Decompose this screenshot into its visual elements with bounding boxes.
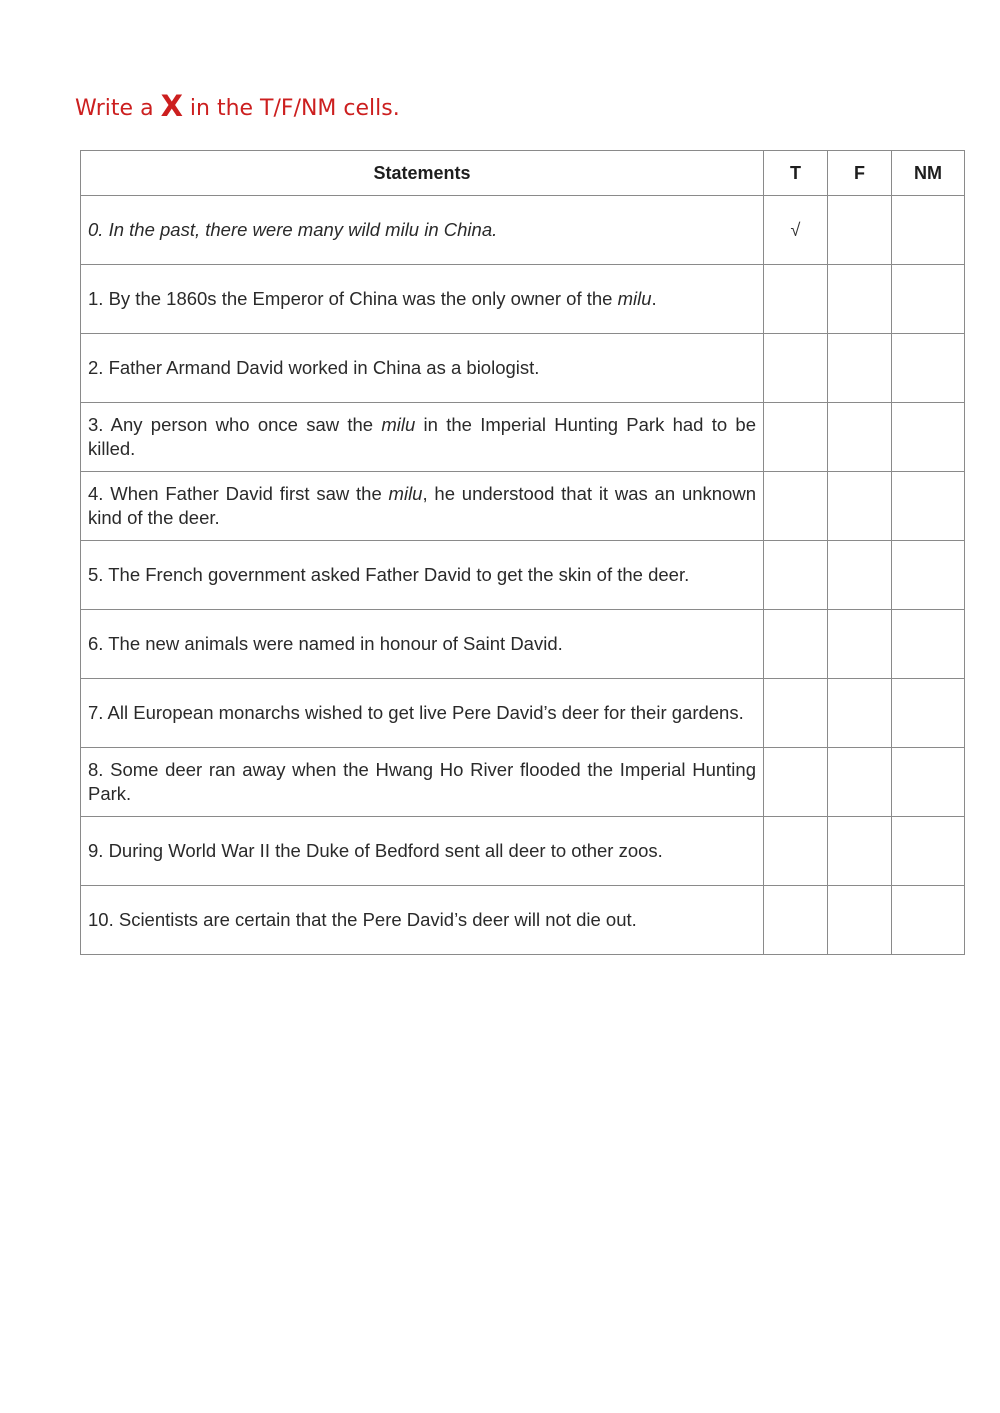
answer-cell-nm[interactable] — [892, 472, 965, 541]
table-row — [81, 817, 965, 886]
answer-cell-f[interactable] — [828, 403, 892, 472]
answer-cell-nm[interactable] — [892, 403, 965, 472]
answer-cell-t[interactable] — [764, 541, 828, 610]
answer-cell-nm[interactable] — [892, 541, 965, 610]
statement-text: 10. Scientists are certain that the Pere David’s deer will not die out. — [88, 909, 637, 930]
statement-text: in the Imperial Hunting Park had to be killed. — [88, 414, 756, 459]
statement-text: 0. In the past, there were many wild milu in China. — [88, 219, 498, 240]
statement-cell — [81, 541, 764, 610]
answer-cell-nm[interactable] — [892, 610, 965, 679]
statement-text: 8. Some deer ran away when the Hwang Ho River flooded the Imperial Hunting Park. — [88, 759, 756, 804]
answer-cell-t[interactable] — [764, 886, 828, 955]
statement-cell — [81, 472, 764, 541]
answer-cell-nm[interactable] — [892, 334, 965, 403]
statement-cell — [81, 886, 764, 955]
header-t: T — [764, 151, 828, 196]
statement-cell — [81, 679, 764, 748]
statement-cell — [81, 817, 764, 886]
statement-text: , he understood that it was an unknown kind of the deer. — [88, 483, 756, 528]
statement-cell — [81, 196, 764, 265]
answer-cell-nm[interactable] — [892, 196, 965, 265]
answer-cell-nm[interactable] — [892, 265, 965, 334]
statement-text: 4. When Father David first saw the — [88, 483, 389, 504]
answer-cell-f[interactable] — [828, 886, 892, 955]
instruction-mark: X — [160, 89, 183, 123]
table-row — [81, 886, 965, 955]
statement-cell — [81, 265, 764, 334]
statement-text: 3. Any person who once saw the — [88, 414, 382, 435]
answer-cell-t[interactable] — [764, 679, 828, 748]
answer-cell-t[interactable] — [764, 334, 828, 403]
answer-cell-f[interactable] — [828, 472, 892, 541]
table-row — [81, 265, 965, 334]
answer-cell-t[interactable] — [764, 748, 828, 817]
statements-table — [80, 150, 965, 955]
statement-text: 5. The French government asked Father David to get the skin of the deer. — [88, 564, 690, 585]
statement-emphasis: milu — [617, 288, 652, 309]
answer-cell-f[interactable] — [828, 748, 892, 817]
statement-text: 7. All European monarchs wished to get live Pere David’s deer for their gardens. — [88, 702, 744, 723]
table-row — [81, 403, 965, 472]
statements-body — [81, 196, 965, 955]
statement-text: 1. By the 1860s the Emperor of China was the only owner of the — [88, 288, 618, 309]
answer-cell-nm[interactable] — [892, 886, 965, 955]
answer-cell-t[interactable] — [764, 403, 828, 472]
answer-cell-t[interactable] — [764, 472, 828, 541]
answer-cell-f[interactable] — [828, 196, 892, 265]
statement-text: 2. Father Armand David worked in China as a biologist. — [88, 357, 540, 378]
answer-cell-f[interactable] — [828, 817, 892, 886]
answer-cell-f[interactable] — [828, 679, 892, 748]
table-row — [81, 610, 965, 679]
statement-cell — [81, 748, 764, 817]
table-row — [81, 748, 965, 817]
table-row — [81, 541, 965, 610]
statement-emphasis: milu — [381, 414, 416, 435]
instruction-before: Write a — [75, 96, 161, 121]
answer-cell-t[interactable]: √ — [764, 196, 828, 265]
answer-cell-t[interactable] — [764, 610, 828, 679]
answer-cell-f[interactable] — [828, 541, 892, 610]
answer-cell-nm[interactable] — [892, 817, 965, 886]
table-row — [81, 196, 965, 265]
statement-text: 6. The new animals were named in honour of Saint David. — [88, 633, 563, 654]
statement-text: 9. During World War II the Duke of Bedford sent all deer to other zoos. — [88, 840, 663, 861]
answer-cell-t[interactable] — [764, 265, 828, 334]
answer-cell-nm[interactable] — [892, 679, 965, 748]
answer-cell-f[interactable] — [828, 334, 892, 403]
answer-cell-t[interactable] — [764, 817, 828, 886]
answer-cell-f[interactable] — [828, 610, 892, 679]
table-row — [81, 472, 965, 541]
instruction-after: in the T/F/NM cells. — [182, 96, 400, 121]
statement-cell — [81, 610, 764, 679]
instruction-text — [75, 88, 400, 122]
header-statements: Statements — [81, 151, 764, 196]
statement-text: . — [651, 288, 657, 309]
statement-emphasis: milu — [388, 483, 423, 504]
header-f: F — [828, 151, 892, 196]
table-row — [81, 679, 965, 748]
statement-cell — [81, 334, 764, 403]
header-nm: NM — [892, 151, 965, 196]
header-row — [81, 151, 965, 196]
statement-cell — [81, 403, 764, 472]
table-row — [81, 334, 965, 403]
answer-cell-f[interactable] — [828, 265, 892, 334]
answer-cell-nm[interactable] — [892, 748, 965, 817]
